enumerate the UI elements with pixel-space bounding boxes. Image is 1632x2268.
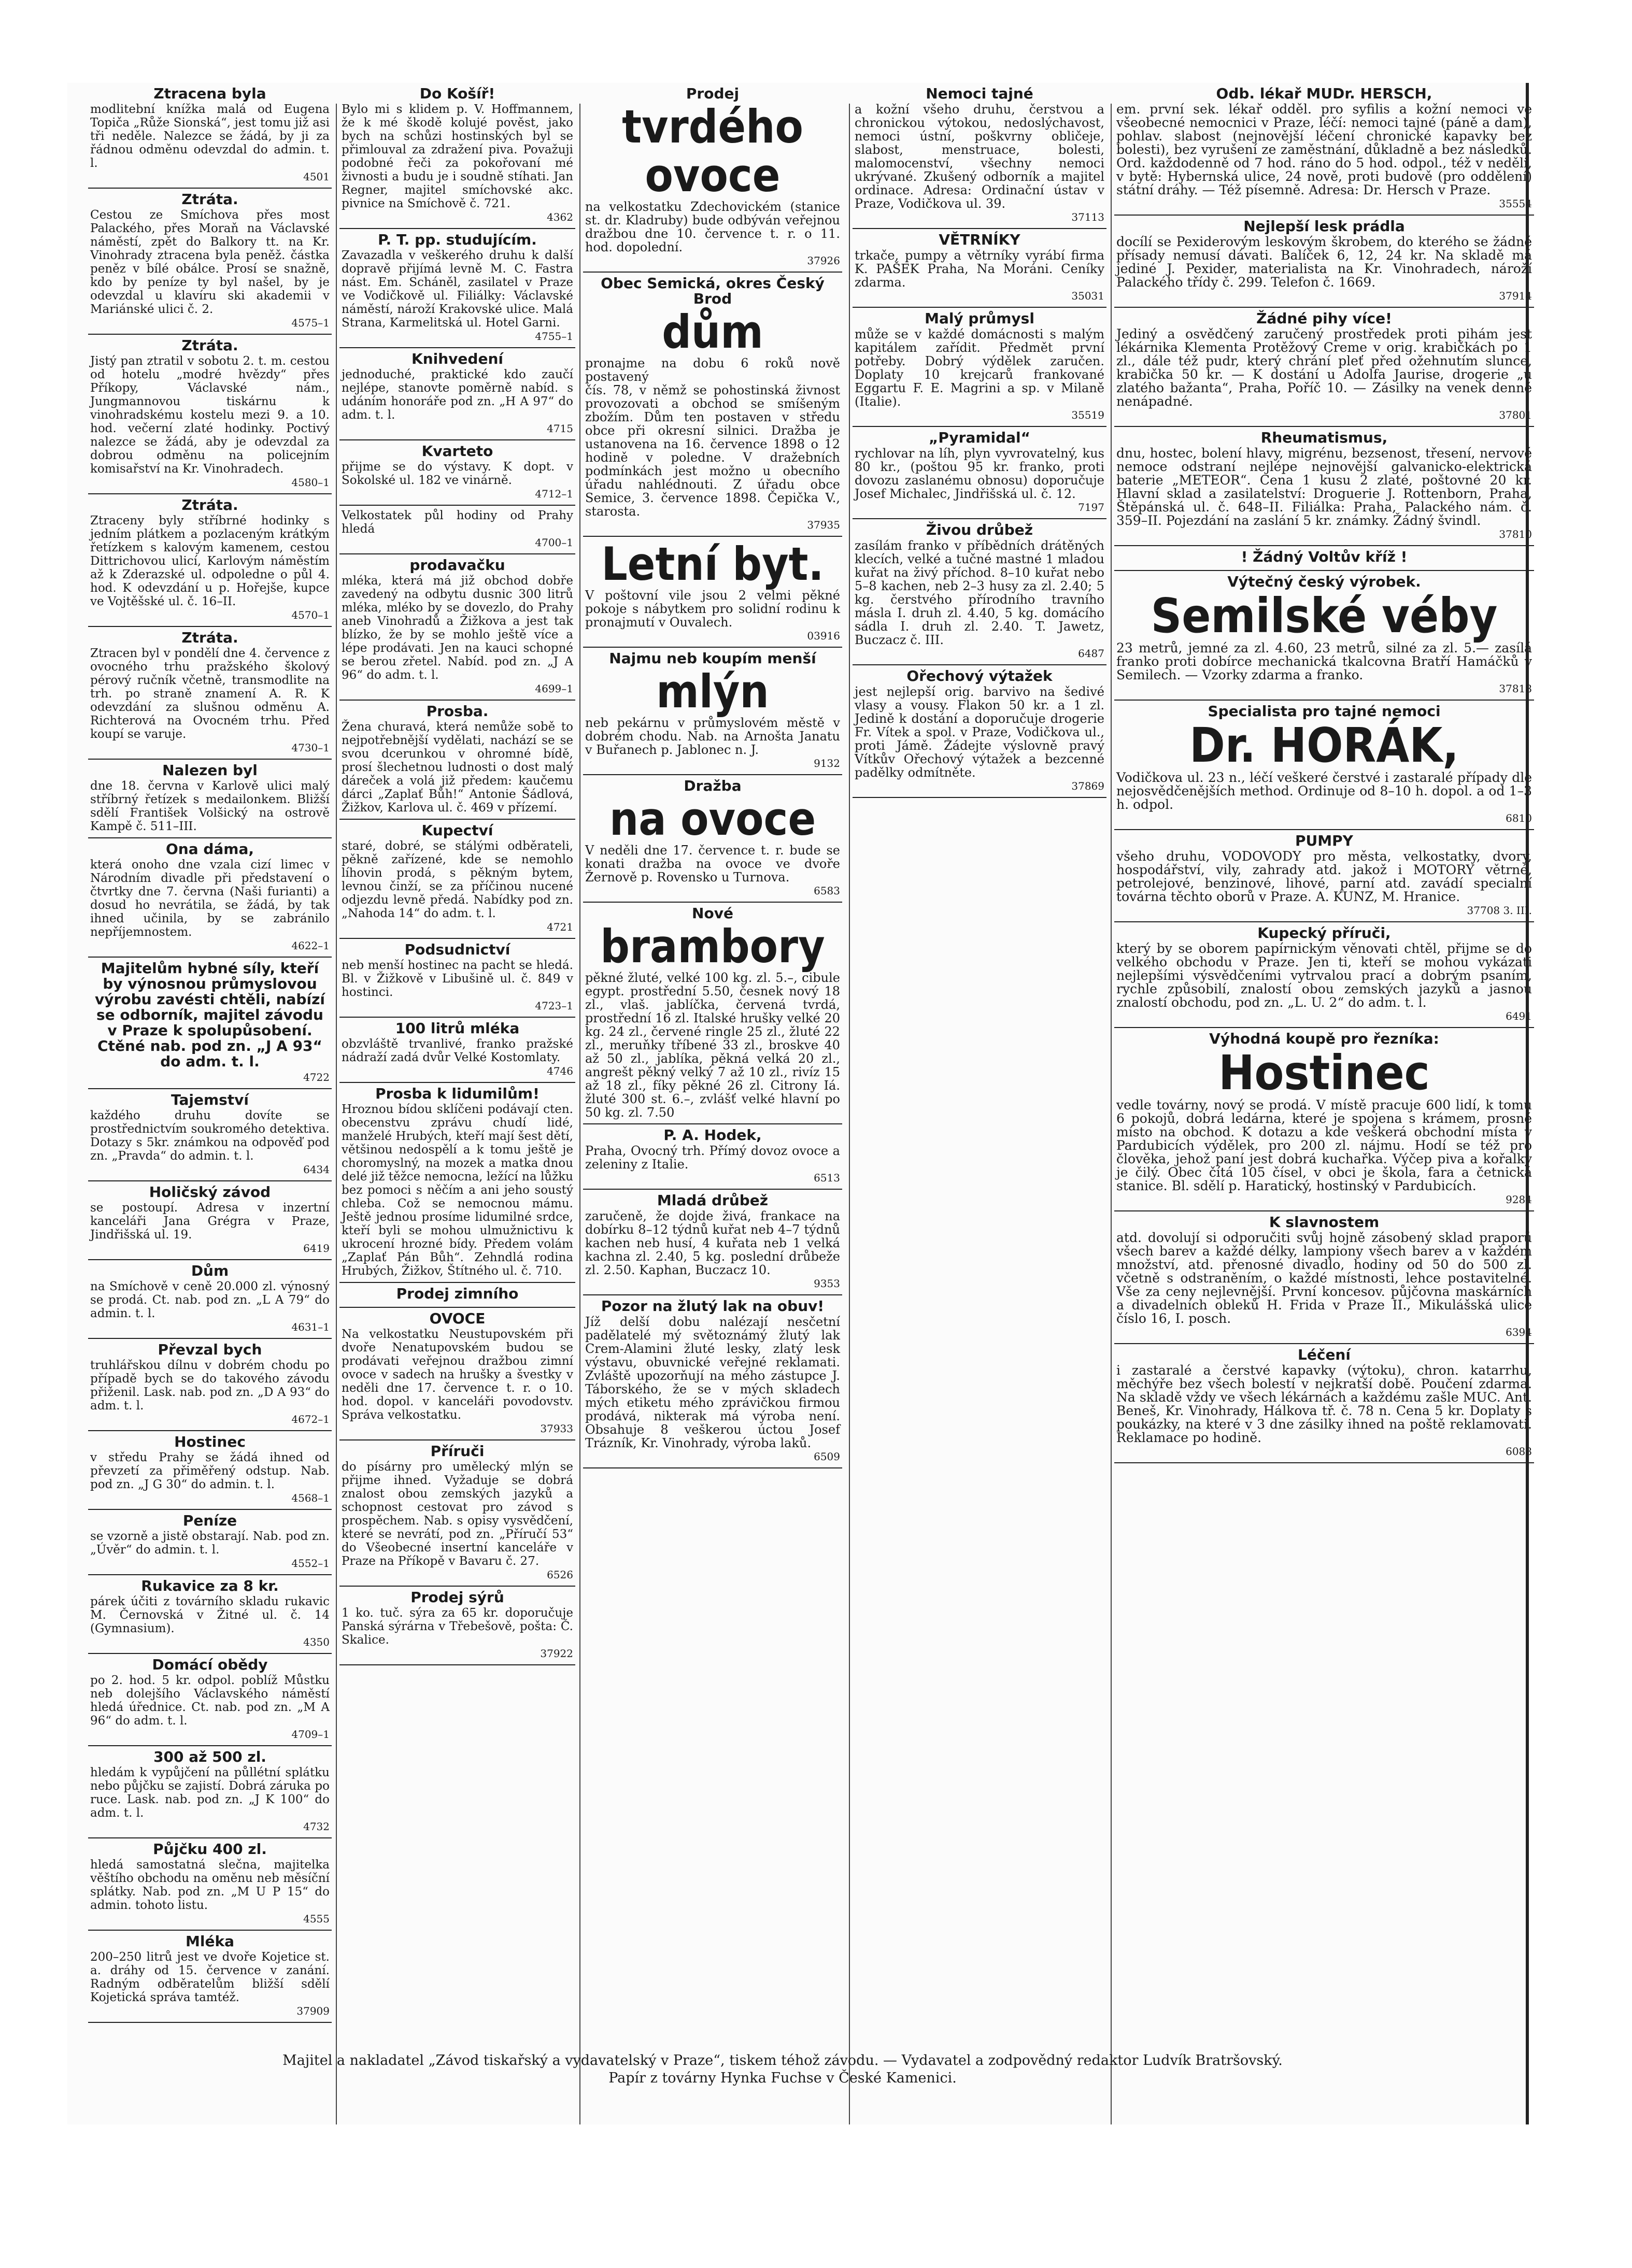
classified-ad (88, 189, 332, 335)
ad-heading: Nové (692, 905, 733, 922)
classified-ad (1114, 1344, 1534, 1463)
ad-reference-number: 4622–1 (291, 939, 330, 952)
ad-display-headline: Hostinec (1218, 1045, 1430, 1101)
ad-heading: Živou drůbež (926, 521, 1033, 538)
classified-ad (88, 1339, 332, 1431)
classified-ad (339, 939, 575, 1018)
classified-ad (1114, 308, 1534, 427)
classified-ad (88, 760, 332, 838)
classified-ad (1114, 427, 1534, 546)
ad-body: 23 metrů, jemné za zl. 4.60, 23 metrů, silné za zl. 5.— zasílá franko proti dobírce mechanická tkalcovna Bratří Hamáčků v Semilech. — Vzorky zdarma a franko. (1116, 640, 1532, 682)
ad-reference-number: 6394 (1506, 1326, 1532, 1338)
ad-body: Bylo mi s klidem p. V. Hoffmannem, že k mé škodě kolujé pověst, jako bych na schůzi hostinských byl se přimlouval za zdražení piva. Považuji podobné řeči za pokořovaní mé živnosti a budu je i soudně stíhati. Jan Regner, majitel smíchovské akc. pivnice na Smíchově č. 721. (342, 103, 573, 210)
classified-ad (1114, 830, 1534, 922)
classified-ad (88, 1838, 332, 1931)
ad-body: která onoho dne vzala cizí limec v Národním divadle při představení o čtvrtky dne 7. června (Naši furianti) a dosud ho nevrátila, se žádá, by tak ihned učinila, by se zabránilo nepříjemnostem. (90, 858, 330, 939)
ad-heading: Malý průmysl (925, 310, 1034, 327)
ad-body: zaručeně, že dojde živá, frankace na dobírku 8–12 týdnů kuřat neb 4–7 týdnů kachen neb husí, 4 kuřata neb 1 velká kachna zl. 2.40, 5 kg. poslední drůbeže zl. 2.50. Kaphan, Buczacz 10. (585, 1209, 840, 1277)
classified-ad (1114, 216, 1534, 308)
ad-reference-number: 4362 (547, 211, 573, 223)
ad-body: se postoupí. Adresa v inzertní kanceláři Jana Grégra v Praze, Jindřišská ul. 19. (90, 1201, 330, 1242)
classified-ad (339, 554, 575, 701)
classified-ad (1114, 701, 1534, 830)
ad-display-headline: brambory (600, 920, 825, 973)
classified-ad (583, 273, 842, 537)
ad-display-headline: mlýn (656, 665, 769, 718)
ad-body: vedle továrny, nový se prodá. V místě pracuje 600 lidí, k tomu 6 pokojů, dobrá ledárna, které je spojena s krámem, prosné místo na obchod. K dotazu a kde veškerá obchodní místa v Pardubicích výdělek, pro 200 zl. nájmu. Hodí se též pro člověka, jehož paní jest dobrá kuchařka. Výčep piva a kořalky je čilý. Obec čítá 105 čísel, v obci je škola, fara a četnická stanice. Bl. sdělí p. Haratický, hostinský v Pardubicích. (1116, 1097, 1532, 1193)
ad-reference-number: 4723–1 (535, 1000, 573, 1012)
ad-heading: Majitelům hybné síly, kteří by výnosnou průmyslovou výrobu zavésti chtěli, nabízí se odborník, majitel závodu v Praze k spolupůsobení. Ctěné nab. pod zn. „J A 93“ do adm. t. l. (95, 960, 325, 1070)
ad-heading: Prosba k lidumilům! (375, 1085, 540, 1102)
column-rule (1111, 104, 1112, 2124)
ad-heading: Podsudnictví (404, 941, 510, 958)
ad-heading: Kupectví (421, 822, 493, 839)
column-rule (579, 104, 580, 2124)
ad-body: jest nejlepší orig. barvivo na šedivé vlasy a vousy. Flakon 50 kr. a 1 zl. Jedině k dostání a doporučuje drogerie Fr. Vítek a spol. v Praze, Vodičkova ul., proti Jámě. Žádejte výslovně pravý Vítkův Ořechový výtažek a bezcenné padělky odmítněte. (855, 684, 1104, 780)
ad-reference-number: 37801 (1499, 409, 1532, 421)
ad-reference-number: 4722 (303, 1071, 330, 1083)
ad-body: V poštovní vile jsou 2 velmi pěkné pokoje s nábytkem pro solidní rodinu k pronajmutí v Ouvalech. (585, 588, 840, 630)
ad-heading: PUMPY (1295, 832, 1353, 849)
classified-ad (88, 1931, 332, 2023)
classified-ad (339, 506, 575, 554)
ad-reference-number: 4700–1 (535, 536, 573, 549)
ad-body: do písárny pro umělecký mlýn se přijme ihned. Vyžaduje se dobrá znalost obou zemských jazyků a schopnost cestovat pro závod s prospěchem. Nab. s opisy vysvědčení, které se nevrátí, pod zn. „Příručí 53“ do Všeobecné insertní kanceláře v Praze na Příkopě v Bavaru č. 27. (342, 1460, 573, 1568)
ad-reference-number: 37926 (807, 254, 840, 267)
ad-reference-number: 4672–1 (291, 1413, 330, 1425)
ad-reference-number: 6810 (1506, 812, 1532, 824)
ad-heading: K slavnostem (1269, 1214, 1380, 1231)
classified-ad (853, 427, 1106, 519)
ad-body: může se v každé domácnosti s malým kapitálem zařídit. Předmět první potřeby. Dobrý výdělek zaručen. Doplaty 10 krejcarů frankované Eggartu F. E. Magrini a sp. v Milaně (Italie). (855, 327, 1104, 409)
ad-body: v středu Prahy se žádá ihned od převzetí za přiměřený odstup. Nab. pod zn. „J G 30“ do admin. t. l. (90, 1451, 330, 1491)
ad-heading: Pozor na žlutý lak na obuv! (601, 1297, 825, 1315)
classified-ad (339, 1283, 575, 1308)
ad-body: zasílám franko v příbědních drátěných klecích, velké a tučné mastné 1 mladou kuřat na živý příchod. 8–10 kuřat nebo 5–8 kachen, neb 2–3 husy za zl. 2.40; 5 kg. čerstvého přírodního travního másla I. druh zl. 4.40, 5 kg. domácího sádla I. druh zl. 2.40. T. Jawetz, Buczacz č. III. (855, 538, 1104, 647)
classified-ad (853, 665, 1106, 798)
ad-reference-number: 6526 (547, 1568, 573, 1581)
ad-body: hledá samostatná slečna, majitelka věštího obchodu na oměnu neb měsíční splátky. Nab. pod zn. „M U P 15“ do admin. tohoto listu. (90, 1858, 330, 1912)
ad-reference-number: 7197 (1078, 501, 1104, 513)
ad-heading: Ztráta. (181, 496, 238, 513)
ad-heading: Ona dáma, (165, 840, 254, 858)
ad-body: neb menší hostinec na pacht se hledá. Bl. v Žižkově v Libušině ul. č. 849 v hostinci. (342, 959, 573, 999)
ad-heading: Specialista pro tajné nemoci (1208, 703, 1441, 720)
ad-reference-number: 4580–1 (291, 476, 330, 489)
column-1-classifieds (88, 83, 332, 2023)
ad-reference-number: 6583 (814, 885, 840, 897)
ad-heading: 300 až 500 zl. (153, 1748, 266, 1765)
column-3-advertisements (583, 83, 842, 1468)
classified-ad (339, 348, 575, 440)
classified-ad (88, 1089, 332, 1181)
ad-body: pěkné žluté, velké 100 kg. zl. 5.–, cibule egypt. prostřední 5.50, česnek nový 18 zl., vlaš. jablíčka, červená tvrdá, prostřední 16 zl. Italské hrušky velké 20 kg. 24 zl., červené ringle 25 zl., žluté 22 zl., meruňky tříbené 33 zl., broskve 40 až 50 zl., jablíka, pěkná velká 20 zl., angrešt pěkný velký 7 až 10 zl., rivíz 15 až 18 zl., fíky pěkné 26 zl. Citrony Iá. žluté 300 st. 6.–, zvlášť velké hlavní po 50 kg. zl. 7.50 (585, 971, 840, 1120)
ad-heading: ! Žádný Voltův kříž ! (1241, 548, 1408, 565)
ad-heading: prodavačku (409, 557, 505, 574)
ad-body: mléka, která má již obchod dobře zavedený na odbytu dusnic 300 litrů mléka, mléko by se dovezlo, do Prahy aneb Vinohradů a Žižkova a jest tak blízko, že by se mohlo ještě více a lépe prodávati. Jen na kauci schopné se berou zřetel. Nabíd. pod zn. „J A 96“ do adm. t. l. (342, 574, 573, 682)
ad-body: staré, dobré, se stálými odběrateli, pěkně zařízené, kde se nemohlo líhovin prodá, s pěkným bytem, levnou činží, se za příčinou nucené odjezdu levně předá. Nabídky pod zn. „Nahoda 14“ do adm. t. l. (342, 839, 573, 920)
ad-body: Žena churavá, která nemůže sobě to nejpotřebnější vydělati, nachází se se svou dcerunkou v ohromné bídě, prosí šlechetnou ludnosti o dost malý dáreček a volá již předem: kaučemu dárci „Zaplať Bůh!“ Antonie Šádlová, Žižkov, Karlova ul. č. 469 v přízemí. (342, 720, 573, 815)
ad-reference-number: 35554 (1499, 197, 1532, 210)
ad-body: 200–250 litrů jest ve dvoře Kojetice st. a. dráhy od 15. července v zanání. Radným odběratelům bližší sdělí Kojetická správa tamtéž. (90, 1950, 330, 2004)
ad-heading: Nalezen byl (162, 762, 258, 779)
ad-body: i zastaralé a čerstvé kapavky (výtoku), chron. katarrhu, měchýře bez všech bolestí v nejkratší době. Poučení zdarma. Na skladě vždy ve všech lékárnách a každému zašle MUC. Ant. Beneš, Kr. Vinohrady, Hálkova tř. č. 78 n. Cena 5 kr. Doplaty s poukázky, na které v 3 dne zásilky ihned na poště reklamovati. Reklamace po hodině. (1116, 1363, 1532, 1445)
ad-heading: Dům (191, 1262, 229, 1279)
ad-body: hledám k vypůjčení na půllétní splátku nebo půjčku se zajistí. Dobrá záruka po ruce. Lask. nab. pod zn. „J K 100“ do adm. t. l. (90, 1766, 330, 1820)
classified-ad (583, 1295, 842, 1468)
ad-reference-number: 4755–1 (535, 330, 573, 343)
ad-body: Jíž delší dobu nalézají nesčetní padělatelé mý světoznámý žlutý lak Crem-Alamini žluté lesky, zlatý lesk výstavu, obuvnické veřejné reklamati. Zvláště upozorňují na mého zástupce J. Táborského, že se v mých skladech mých etiketu mého zprávičkou firmou prodává, nikterak má výroba není. Obsahuje 8 veškerou úctou Josef Trázník, Kr. Vinohrady, výroba laků. (585, 1315, 840, 1450)
classified-ad (88, 83, 332, 189)
ad-body: em. první sek. lékař odděl. pro syfilis a kožní nemoci ve všeobecné nemocnici v Praze, léčí: nemoci tajné (páně a dam), pohlav. slabost (nejnovější léčení chronické kapavky bez bolesti), bez vyrušení ze zaměstnání, důkladně a bez následků. Ord. každodenně od 7 hod. ráno do 5 hod. odpol., též v neděli, v bytě: Hybernská ulice, 24 nově, proti budově (pro oddělení) státní dráhy. — Též písemně. Adresa: Dr. Hersch v Praze. (1116, 102, 1532, 197)
ad-body: truhlářskou dílnu v dobrém chodu po případě bych se do takového závodu přiženil. Lask. nab. pod zn. „D A 93“ do adm. t. l. (90, 1359, 330, 1413)
ad-heading: Žádné pihy více! (1256, 310, 1392, 327)
ad-reference-number: 4699–1 (535, 682, 573, 695)
ad-heading: Kvarteto (421, 443, 493, 460)
ad-reference-number: 03916 (807, 630, 840, 642)
ad-heading: Ztráta. (181, 629, 238, 646)
ad-heading: Hostinec (174, 1433, 246, 1450)
ad-reference-number: 6491 (1506, 1010, 1532, 1022)
ad-reference-number: 6487 (1078, 647, 1104, 660)
classified-ad (583, 1124, 842, 1190)
ad-reference-number: 4712–1 (535, 488, 573, 500)
classified-ad (339, 83, 575, 229)
ad-body: Jistý pan ztratil v sobotu 2. t. m. cestou od hotelu „modré hvězdy“ přes Příkopy, Václavské nám., Jungmannovou tiskárnu k vinohradskému kostelu mezi 9. a 10. hod. večerní zlaté hodinky. Poctivý nalezce se žádá, aby je odevzdal za dobrou odměnu na policejním komisařství na Kr. Vinohradech. (90, 354, 330, 476)
classified-ad (88, 1431, 332, 1510)
ad-reference-number: 4715 (547, 422, 573, 435)
ad-body: obzvláště trvanlivé, franko pražské nádraží zadá dvůr Velké Kostomlaty. (342, 1037, 573, 1064)
ad-heading: Nejlepší lesk prádla (1243, 218, 1405, 235)
ad-heading: Léčení (1298, 1346, 1351, 1363)
ad-body: a kožní všeho druhu, čerstvou a chronickou výtokou, nedoslýchavost, nemoci ústní, poškvrny obličeje, slabost, menstruace, bolesti, malomocenství, všechny nemoci ukrývané. Zkušený odborník a majitel ordinace. Adresa: Ordinační ústav v Praze, Vodičkova ul. 39. (855, 102, 1104, 211)
classified-ad (88, 627, 332, 760)
classified-ad (853, 308, 1106, 427)
ad-display-headline: Semilské véby (1151, 588, 1498, 644)
classified-ad (583, 83, 842, 273)
ad-body: každého druhu dovíte se prostřednictvím soukromého detektiva. Dotazy s 5kr. známkou na odpověď pod zn. „Pravda“ do admin. t. l. (90, 1109, 330, 1163)
classified-ad (1114, 1028, 1534, 1211)
ad-body: pronajme na dobu 6 roků nově postavený (585, 356, 840, 384)
ad-heading: Nemoci tajné (926, 85, 1033, 102)
classified-ad (583, 1190, 842, 1295)
classified-ad (339, 1308, 575, 1440)
ad-reference-number: 4721 (547, 921, 573, 933)
ad-heading: Ztráta. (181, 337, 238, 354)
ad-reference-number: 4555 (303, 1913, 330, 1925)
imprint-line-paper: Papír z továrny Hynka Fuchse v České Kamenici. (608, 2070, 957, 2086)
classified-ad (583, 903, 842, 1124)
ad-body: modlitební knížka malá od Eugena Topiča „Růže Sionská“, jest tomu již asi tři neděle. Nalezce se žádá, by ji za řádnou odměnu odevzdal do admin. t. l. (90, 103, 330, 170)
ad-heading: Ztráta. (181, 191, 238, 208)
classified-ad (88, 1746, 332, 1838)
classified-ad (88, 335, 332, 494)
classified-ad (88, 1260, 332, 1339)
ad-body: jednoduché, praktické kdo zaučí nejlépe, stanovte poměrně nabíd. s udáním honoráře pod zn. „H A 97“ do adm. t. l. (342, 368, 573, 422)
ad-reference-number: 9353 (814, 1277, 840, 1290)
ad-body: dne 18. června v Karlově ulici malý stříbrný řetízek s medailonkem. Bližší sdělí František Volšický na ostrově Kampě č. 511–III. (90, 779, 330, 833)
ad-heading: Odb. lékař MUDr. HERSCH, (1216, 85, 1432, 102)
ad-reference-number: 4501 (303, 170, 330, 183)
ad-reference-number: 4350 (303, 1636, 330, 1648)
classified-ad (339, 1018, 575, 1083)
classified-ad (1114, 546, 1534, 571)
ad-body: párek účiti z továrního skladu rukavic M. Černovská v Žitné ul. č. 14 (Gymnasium). (90, 1595, 330, 1635)
classified-ad (1114, 922, 1534, 1028)
ad-body: atd. dovolují si odporučiti svůj hojně zásobený sklad praporů všech barev a každé délky, lampiony všech barev a v každém množství, atd. přenosné divadlo, hodiny od 50 do 500 zl. včetně s odstraněním, o každé místnosti, lehce postavitelné. Vše za ceny nejlevnější. První koncesov. půjčovna maskárních a divadelních obleků H. Frida v Praze II., Mikulášská ulice číslo 16, I. posch. (1116, 1230, 1532, 1326)
ad-body: Praha, Ovocný trh. Přímý dovoz ovoce a zeleniny z Italie. (585, 1144, 840, 1172)
ad-body: Vodičkova ul. 23 n., léčí veškeré čerstvé i zastaralé případy dle nejosvědčenějších method. Ordinuje od 8–10 h. dopol. a od 1–3 h. odpol. (1116, 770, 1532, 812)
ad-body: docílí se Pexiderovým leskovým škrobem, do kterého se žádné přísady nemusí dávati. Balíček 6, 12, 24 kr. Na skladě má jediné J. Pexider, materialista na Kr. Vinohradech, nároží Palackého třídy č. 299. Telefon č. 1669. (1116, 234, 1532, 290)
classified-ad (88, 1181, 332, 1260)
ad-reference-number: 37113 (1071, 211, 1104, 223)
column-rule (849, 104, 850, 2124)
column-rule (336, 104, 337, 2124)
ad-heading: Převzal bych (158, 1341, 262, 1358)
ad-heading: Rukavice za 8 kr. (141, 1577, 279, 1594)
ad-reference-number: 6088 (1506, 1445, 1532, 1458)
column-5-advertisements (1114, 83, 1534, 1463)
ad-heading: Ořechový výtažek (906, 667, 1053, 684)
classified-ad (853, 229, 1106, 308)
ad-heading: Prodej zimního (396, 1285, 519, 1302)
ad-body: Zavazadla v veškerého druhu k další dopravě přijímá levně M. C. Fastra nást. Em. Scháněl, zasilatel v Praze ve Vodičkově ul. Filiálky: Václavské náměstí, nároží Krakovské ulice. Malá Strana, Karmelitská ul. Hotel Garni. (342, 249, 573, 330)
ad-reference-number: 37909 (296, 2005, 330, 2017)
ad-body: čís. 78, v němž se pohostinská živnost provozovati a obchod se smíšeným zbožím. Dům ten postaven v středu obce při okresní silnici. Dražba je ustanovena na 16. července 1898 o 12 hodině v poledne. V dražebních podmínkách jest možno u obecního úřadu nahlédnouti. Z úřadu obce Semice, 3. července 1898. Čepička V., starosta. (585, 383, 840, 519)
classified-ad (88, 1575, 332, 1654)
ad-reference-number: 37869 (1071, 780, 1104, 792)
classified-ad (88, 1510, 332, 1575)
ad-reference-number: 6434 (303, 1163, 330, 1176)
ad-body: trkače, pumpy a větrníky vyrábí firma K. PAŠEK Praha, Na Moráni. Ceníky zdarma. (855, 248, 1104, 290)
ad-heading: Prodej (686, 85, 740, 102)
ad-reference-number: 4746 (547, 1065, 573, 1077)
classified-ad (339, 1083, 575, 1283)
ad-display-headline: Letní byt. (601, 537, 824, 591)
ad-reference-number: 35519 (1071, 409, 1104, 421)
ad-heading: Do Košíř! (419, 85, 495, 102)
newspaper-page (67, 83, 1532, 2124)
ad-heading: 100 litrů mléka (395, 1020, 520, 1037)
classified-ad (583, 537, 842, 648)
ad-heading: Domácí obědy (152, 1656, 268, 1673)
classified-ad (88, 494, 332, 627)
ad-body: Cestou ze Smíchova přes most Palackého, přes Moraň na Václavské náměstí, zpět do Balkory tt. na Kr. Vinohrady ztracena byla peněž. částka peněz v bílé obálce. Prosí se snažně, kdo by peníze ty byl našel, by je odevzdal u klavíru ski akademii v Mariánské ulici č. 2. (90, 208, 330, 316)
ad-heading: Mléka (186, 1933, 234, 1950)
ad-body: se vzorně a jistě obstarají. Nab. pod zn. „Úvěr“ do admin. t. l. (90, 1530, 330, 1557)
classified-ad (583, 648, 842, 775)
column-2-classifieds (339, 83, 575, 1665)
ad-reference-number: 4631–1 (291, 1321, 330, 1333)
ad-body: Ztraceny byly stříbrné hodinky s jedním plátkem a pozlaceným krátkým řetízkem s kalovým kamenem, cestou Dittrichovou ulicí, Karlovým náměstím až k Zderazské ul. odpoledne o půl 4. hod. K odevzdání u p. Hořejše, kupce ve Vojtěšské ul. č. 16–II. (90, 514, 330, 608)
ad-body: Ztracen byl v pondělí dne 4. července z ovocného trhu pražského školový pérový ručník včetně, transmodlite na trh. po straně znamení A. R. K odevzdání za slušnou odměnu A. Richterová na Ovocném trhu. Před koupí se varuje. (90, 647, 330, 741)
ad-reference-number: 4552–1 (291, 1557, 330, 1570)
ad-body: přijme se do výstavy. K dopt. v Sokolské ul. 182 ve vinárně. (342, 460, 573, 487)
ad-heading: OVOCE (429, 1310, 486, 1327)
ad-body: Hroznou bídou sklíčeni podávají cten. obecenstvu zprávu chudí lidé, manželé Hrubých, kteří mají šest dětí, většinou nedospělí a k tomu ještě je choromyslný, na mozek a matka dnou delé již těžce nemocna, ležící na lůžku bez pomoci s něčím a ani jeho soustý chleba. Což se nemocnou mámu. Ještě jednou prosíme lidumilné srdce, kteří byli se mohou ulmužnictivu k ukrocení hrozné bídy. Předem volám „Zaplať Pán Bůh“. Zehndlá rodina Hrubých, Žižkov, Štítného ul. č. 710. (342, 1103, 573, 1278)
ad-reference-number: 4568–1 (291, 1492, 330, 1504)
ad-body: Jediný a osvědčený zaručený prostředek proti pihám jest lékárnika Klementa Protěžový Creme v orig. krabičkách po 1 zl., dále též pudr, který chrání pleť před ožehnutím slunce, krabička 50 kr. — K dostání u Adolfa Jaurise, drogerie „u zlatého bažanta“, Praha, Poříč 10. — Zásilky na venek denně nenápadné. (1116, 326, 1532, 409)
ad-reference-number: 37708 3. III. (1467, 904, 1532, 917)
ad-reference-number: 4575–1 (291, 317, 330, 329)
column-4-advertisements (853, 83, 1106, 798)
classified-ad (583, 775, 842, 903)
ad-body: Velkostatek půl hodiny od Prahy hledá (342, 509, 573, 536)
ad-reference-number: 37933 (540, 1422, 573, 1435)
classified-ad (1114, 83, 1534, 216)
ad-heading: Prosba. (426, 703, 489, 720)
ad-heading: P. A. Hodek, (663, 1126, 762, 1144)
ad-heading: Holičský závod (149, 1183, 271, 1201)
ad-heading: Prodej sýrů (410, 1589, 504, 1606)
classified-ad (853, 83, 1106, 229)
ad-reference-number: 37914 (1499, 290, 1532, 302)
ad-heading: Výhodná koupě pro řezníka: (1209, 1030, 1439, 1047)
ad-heading: Peníze (182, 1512, 237, 1529)
ad-reference-number: 6419 (303, 1242, 330, 1254)
ad-reference-number: 4730–1 (291, 741, 330, 754)
ad-reference-number: 37922 (540, 1647, 573, 1660)
ad-body: všeho druhu, VODOVODY pro města, velkostatky, dvory, hospodářství, vily, zahrady atd. jakož i MOTORY větrné, petrolejové, benzinové, lihové, parní atd. zavádí specialní továrna těchto oborů v Praze. A. KUNZ, M. Hranice. (1116, 849, 1532, 904)
imprint-line-publisher: Majitel a nakladatel „Závod tiskařský a vydavatelský v Praze“, tiskem téhož závodu. — Vydavatel a zodpovědný redaktor Ludvík Bratršovský. (282, 2052, 1283, 2069)
ad-reference-number: 6513 (814, 1172, 840, 1184)
ad-reference-number: 4732 (303, 1820, 330, 1833)
ad-display-headline: tvrdého ovoce (622, 100, 803, 202)
imprint-footer (88, 2052, 1477, 2087)
ad-reference-number: 9132 (814, 757, 840, 769)
ad-body: na velkostatku Zdechovickém (stanice st. dr. Kladruby) bude odbýván veřejnou dražbou dne 10. července t. r. o 11. hod. dopolední. (585, 199, 840, 254)
ad-body: který by se oborem papírnickým věnovati chtěl, přijme se do velkého obchodu v Praze. Jen ti, kteří se mohou vykázati nejlepšími výsvědčeními vytrvalou prací a dobrým psaním, rychle způsobilí, znalostí obou zemských jazyků a jasnou znalostí obchodu, pod zn. „L. U. 2“ do adm. t. l. (1116, 941, 1532, 1010)
ad-heading: P. T. pp. studujícím. (378, 231, 537, 248)
ad-body: dnu, hostec, bolení hlavy, migrénu, bezsenost, třesení, nervové nemoce odstraní nejlépe nejnovější galvanicko-elektrická baterie „METEOR“. Cena 1 kusu 2 zlaté, poštovné 20 kr. Hlavní sklad a zasilatelství: Droguerie J. Rottenborn, Praha, Štěpánská ul. č. 648–II. Filiálka: Praha, Palackého nám. č. 359–II. Pojezdání na zaslání 5 kr. známky. Žádný švindl. (1116, 446, 1532, 528)
ad-reference-number: 9284 (1506, 1193, 1532, 1206)
ad-reference-number: 4570–1 (291, 609, 330, 621)
ad-heading: Knihvedení (411, 350, 503, 367)
ad-body: 1 ko. tuč. sýra za 65 kr. doporučuje Panská sýrárna v Třebešově, pošta: Č. Skalice. (342, 1606, 573, 1647)
classified-ad (88, 838, 332, 958)
ad-reference-number: 35031 (1071, 290, 1104, 302)
classified-ad (339, 1587, 575, 1665)
ad-reference-number: 37818 (1499, 682, 1532, 695)
ad-body: neb pekárnu v průmyslovém městě v dobrém chodu. Nab. na Arnošta Janatu v Buřanech p. Jablonec n. J. (585, 716, 840, 757)
classified-ad (339, 820, 575, 939)
classified-ad (853, 519, 1106, 665)
ad-heading: „Pyramidal“ (928, 429, 1031, 446)
classified-ad (1114, 571, 1534, 701)
ad-reference-number: 4709–1 (291, 1728, 330, 1741)
ad-display-headline: dům (662, 305, 763, 359)
ad-heading: Obec Semická, okres Český Brod (601, 275, 825, 307)
ad-reference-number: 37935 (807, 519, 840, 531)
ad-display-headline: na ovoce (609, 792, 816, 846)
ad-reference-number: 6509 (814, 1450, 840, 1463)
ad-heading: VĚTRNÍKY (939, 231, 1020, 248)
classified-ad (1114, 1211, 1534, 1344)
classified-ad (88, 1654, 332, 1746)
ad-heading: Rheumatismus, (1260, 429, 1388, 446)
ad-heading: Ztracena byla (153, 85, 266, 102)
classified-ad (339, 440, 575, 506)
ad-heading: Výtečný český výrobek. (1227, 573, 1421, 590)
classified-ad (339, 701, 575, 820)
ad-body: na Smíchově v ceně 20.000 zl. výnosný se prodá. Ct. nab. pod zn. „L A 79“ do admin. t. l. (90, 1280, 330, 1320)
ad-heading: Najmu neb koupím menší (609, 650, 816, 667)
ad-heading: Příruči (430, 1443, 485, 1460)
ad-heading: Půjčku 400 zl. (153, 1841, 267, 1858)
ad-display-headline: Dr. HORÁK, (1189, 718, 1459, 773)
classified-ad (339, 229, 575, 348)
ad-body: V neděli dne 17. července t. r. bude se konati dražba na ovoce ve dvoře Žernově p. Rovensko u Turnova. (585, 843, 840, 885)
ad-heading: Mladá drůbež (657, 1192, 769, 1209)
ad-reference-number: 37810 (1499, 528, 1532, 540)
ad-heading: Tajemství (171, 1091, 249, 1108)
classified-ad (88, 958, 332, 1089)
ad-body: po 2. hod. 5 kr. odpol. poblíž Můstku neb dolejšího Václavského náměstí hledá úřednice. Ct. nab. pod zn. „M A 96“ do adm. t. l. (90, 1674, 330, 1728)
ad-body: Na velkostatku Neustupovském při dvoře Nenatupovském budou se prodávati veřejnou dražbou zimní ovoce v sadech na hrušky a švestky v neděli dne 17. července t. r. o 10. hod. dopol. v kanceláři povodovstv. Správa velkostatku. (342, 1328, 573, 1422)
ad-heading: Dražba (684, 777, 742, 794)
ad-heading: Kupecký příruči, (1257, 924, 1391, 942)
classified-ad (339, 1440, 575, 1587)
ad-body: rychlovar na líh, plyn vyvrovatelný, kus 80 kr., (poštou 95 kr. franko, proti dovozu zaslanému obnosu) doporučuje Josef Michalec, Jindřišská ul. č. 12. (855, 446, 1104, 501)
